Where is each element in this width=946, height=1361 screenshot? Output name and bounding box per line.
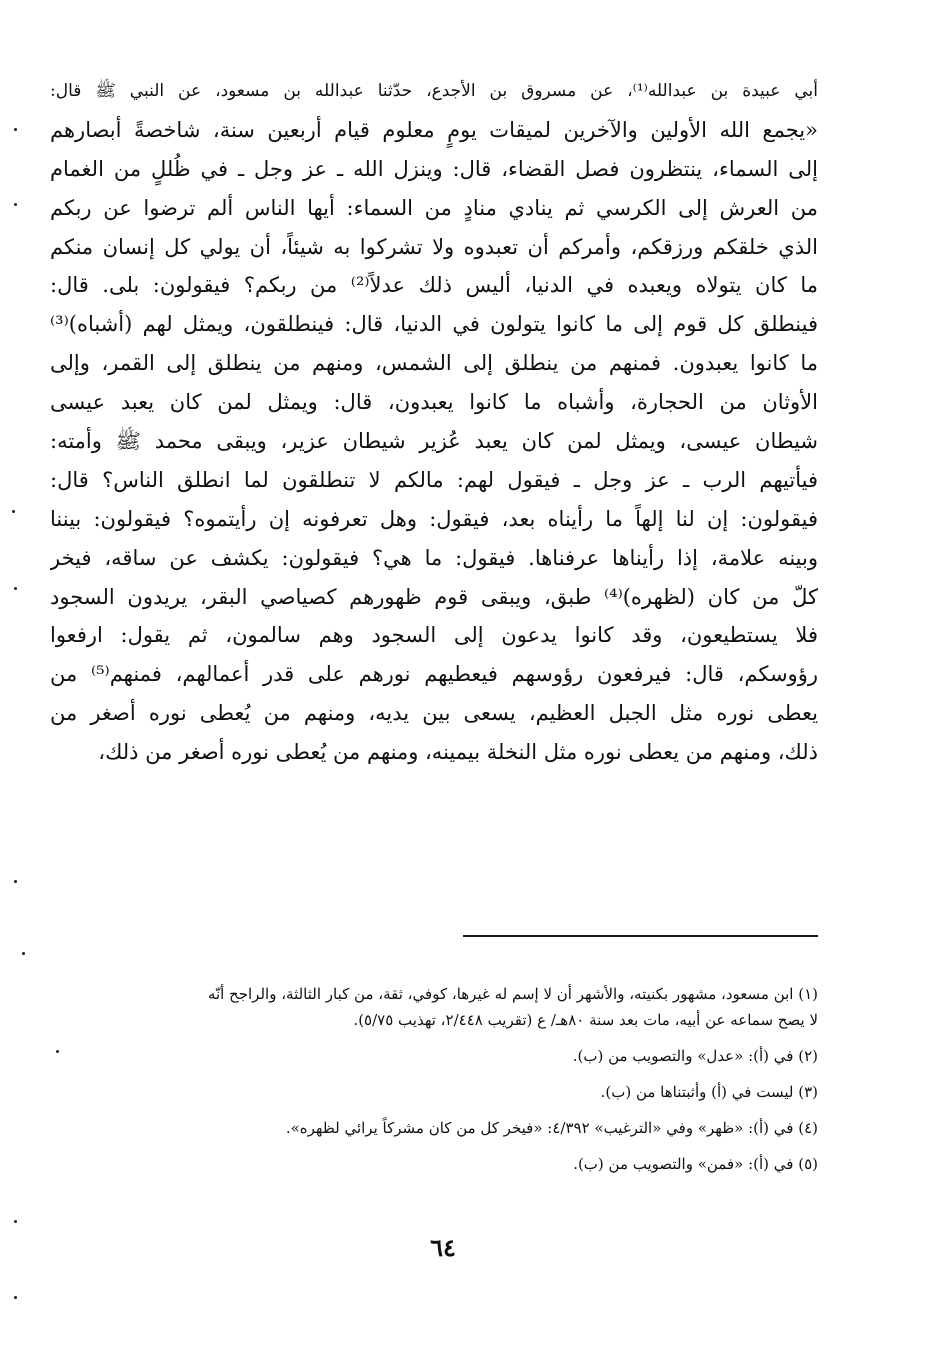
footnote-2: (٢) في (أ): «عدل» والتصويب من (ب). [572, 1047, 818, 1065]
footnote-4: (٤) في (أ): «ظهر» وفي «الترغيب» ٤/٣٩٢: «فيخر كل من كان مشركاً يرائي لظهره». [285, 1119, 818, 1137]
text-line: فينطلق كل قوم إلى ما كانوا يتولون في الدنيا، قال: فينطلقون، ويمثل لهم (أشباه)⁽³⁾ [50, 312, 818, 337]
scan-speck [22, 952, 25, 955]
text-line: فيقولون: إن لنا إلهاً ما رأيناه بعد، فيقول: وهل تعرفونه إن رأيتموه؟ فيقولون: بيننا [50, 506, 818, 531]
scan-speck [14, 880, 17, 883]
footnote-3: (٣) ليست في (أ) وأثبتناها من (ب). [600, 1083, 818, 1101]
text-line: الأوثان من الحجارة، وأشباه ما كانوا يعبدون، قال: ويمثل لمن كان يعبد عيسى [50, 390, 818, 415]
text-line: فيأتيهم الرب ـ عز وجل ـ فيقول لهم: مالكم لا تنطلقون لما انطلق الناس؟ قال: [50, 467, 818, 492]
scan-speck [12, 510, 15, 513]
scan-speck [14, 1296, 17, 1299]
text-line: الذي خلقكم ورزقكم، وأمركم أن تعبدوه ولا تشركوا به شيئاً، أن يولي كل إنسان منكم [50, 234, 818, 259]
text-line: أبي عبيدة بن عبدالله⁽¹⁾، عن مسروق بن الأجدع، حدّثنا عبدالله بن مسعود، عن النبي ﷺ قال: [50, 81, 818, 101]
text-line: فلا يستطيعون، وقد كانوا يدعون إلى السجود وهم سالمون، ثم يقول: ارفعوا [50, 623, 818, 648]
text-line: شيطان عيسى، ويمثل لمن كان يعبد عُزير شيطان عزير، ويبقى محمد ﷺ وأمته: [50, 429, 818, 454]
footnote-1-line-1: (١) ابن مسعود، مشهور بكنيته، والأشهر أن لا إسم له غيرها، كوفي، ثقة، من كبار الثالثة، والراجح أنّه [207, 985, 818, 1003]
scan-speck [14, 587, 17, 590]
text-line: ما كانوا يعبدون. فمنهم من ينطلق إلى الشمس، ومنهم من ينطلق إلى القمر، وإلى [50, 351, 818, 376]
text-line: إلى السماء، ينتظرون فصل القضاء، قال: وينزل الله ـ عز وجل ـ في ظُللٍ من الغمام [50, 156, 818, 181]
text-line: يعطى نوره مثل الجبل العظيم، يسعى بين يديه، ومنهم من يُعطى نوره أصغر من [50, 701, 818, 726]
text-line: ذلك، ومنهم من يعطى نوره مثل النخلة بيمينه، ومنهم من يُعطى نوره أصغر من ذلك، [98, 740, 818, 765]
text-line: كلّ من كان (لظهره)⁽⁴⁾ طبق، ويبقى قوم ظهورهم كصياصي البقر، يريدون السجود [50, 584, 818, 609]
scan-speck [14, 203, 17, 206]
footnote-1-line-2: لا يصح سماعه عن أبيه، مات بعد سنة ٨٠هـ/ ع (تقريب ٢/٤٤٨، تهذيب ٥/٧٥). [353, 1011, 818, 1029]
main-text-block [50, 72, 818, 772]
text-line: رؤوسكم، قال: فيرفعون رؤوسهم فيعطيهم نورهم على قدر أعمالهم، فمنهم⁽⁵⁾ من [50, 662, 818, 687]
scan-speck [14, 128, 17, 131]
footnote-5: (٥) في (أ): «فمن» والتصويب من (ب). [573, 1155, 818, 1173]
text-line: ما كان يتولاه ويعبده في الدنيا، أليس ذلك عدلاً⁽²⁾ من ربكم؟ فيقولون: بلى. قال: [50, 273, 818, 298]
text-line: من العرش إلى الكرسي ثم ينادي منادٍ من السماء: أيها الناس ألم ترضوا عن ربكم [50, 195, 818, 220]
footnotes-block [60, 983, 818, 1189]
scan-speck [14, 1220, 17, 1223]
scan-speck [56, 1050, 59, 1053]
footnote-separator [463, 935, 818, 937]
page-number: ٦٤ [430, 1233, 456, 1262]
text-line: وبينه علامة، إذا رأيناها عرفناها. فيقول: ما هي؟ فيقولون: يكشف عن ساقه، فيخر [50, 545, 818, 570]
text-line: «يجمع الله الأولين والآخرين لميقات يومٍ معلوم قيام أربعين سنة، شاخصةً أبصارهم [50, 117, 818, 142]
